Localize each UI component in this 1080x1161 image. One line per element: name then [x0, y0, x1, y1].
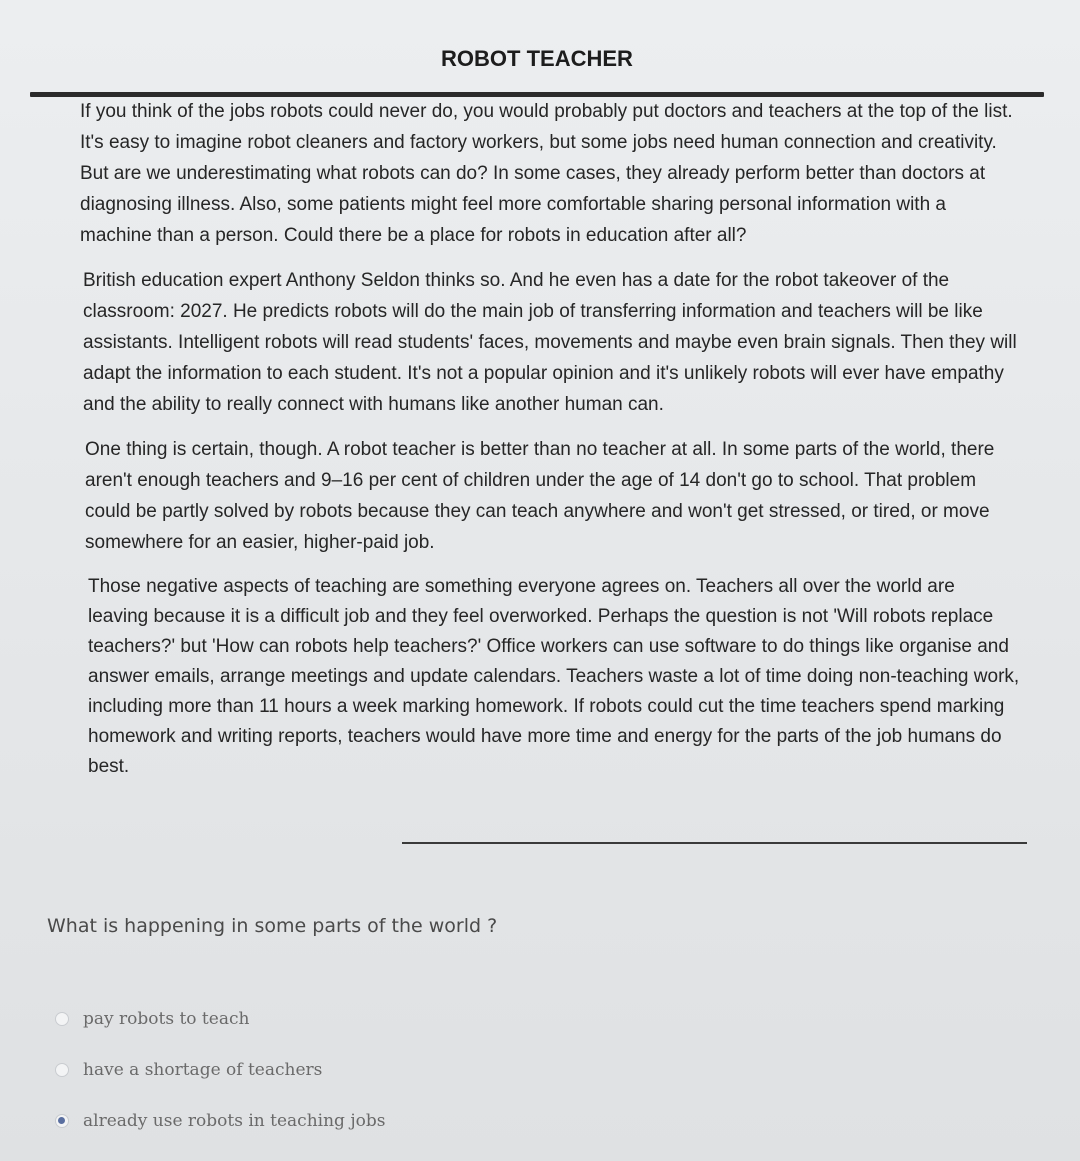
article-body	[80, 96, 1020, 796]
option-already-use-robots[interactable]	[55, 1107, 385, 1135]
option-label: have a shortage of teachers	[83, 1060, 323, 1080]
paragraph-2: British education expert Anthony Seldon thinks so. And he even has a date for the robot takeover of the classroom: 2027. He predicts robots will do the main job of transferring information and teachers will be like assistants. Intelligent robots will read students' faces, movements and maybe even brain signals. Then they will adapt the information to each student. It's not a popular opinion and it's unlikely robots will ever have empathy and the ability to really connect with humans like another human can.	[83, 270, 1017, 415]
paragraph-3: One thing is certain, though. A robot teacher is better than no teacher at all. In some parts of the world, there aren't enough teachers and 9–16 per cent of children under the age of 14 don't go to school. That problem could be partly solved by robots because they can teach anywhere and won't get stressed, or tired, or move somewhere for an easier, higher-paid job.	[85, 439, 995, 553]
option-shortage-of-teachers[interactable]	[55, 1056, 385, 1084]
radio-button-icon[interactable]	[55, 1012, 69, 1026]
article-title: ROBOT TEACHER	[441, 46, 633, 71]
paragraph-4: Those negative aspects of teaching are something everyone agrees on. Teachers all over the world are leaving because it is a difficult job and they feel overworked. Perhaps the question is not 'Will robots replace teachers?' but 'How can robots help teachers?' Office workers can use software to do things like organise and answer emails, arrange meetings and update calendars. Teachers waste a lot of time doing non-teaching work, including more than 11 hours a week marking homework. If robots could cut the time teachers spend marking homework and writing reports, teachers would have more time and energy for the parts of the job humans do best.	[88, 576, 1020, 777]
passage-bottom-divider	[402, 842, 1027, 844]
option-label: already use robots in teaching jobs	[83, 1111, 386, 1131]
radio-button-icon[interactable]	[55, 1063, 69, 1077]
reading-passage	[30, 30, 1044, 850]
answer-options	[55, 1005, 385, 1158]
option-pay-robots[interactable]	[55, 1005, 385, 1033]
radio-button-selected-icon[interactable]	[55, 1114, 69, 1128]
question-text: What is happening in some parts of the world ?	[47, 915, 498, 937]
paragraph-1: If you think of the jobs robots could never do, you would probably put doctors and teachers at the top of the list. It's easy to imagine robot cleaners and factory workers, but some jobs need human connection and creativity. But are we underestimating what robots can do? In some cases, they already perform better than doctors at diagnosing illness. Also, some patients might feel more comfortable sharing personal information with a machine than a person. Could there be a place for robots in education after all?	[80, 101, 1013, 246]
option-label: pay robots to teach	[83, 1009, 250, 1029]
